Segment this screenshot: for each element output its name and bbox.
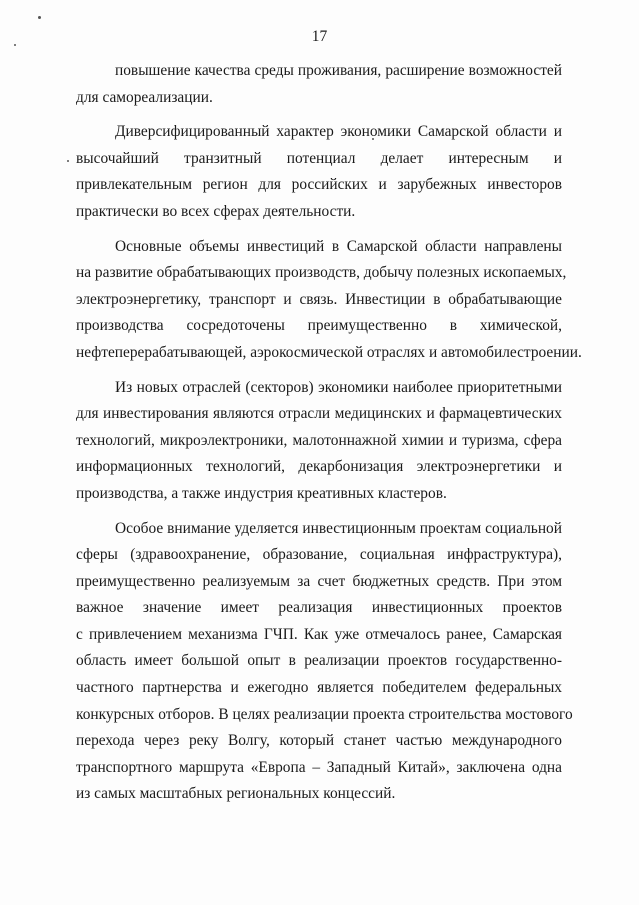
text-line: для самореализации. (76, 88, 213, 106)
text-line: Основные объемы инвестиций в Самарской области направлены (115, 237, 562, 255)
text-line: привлекательным регион для российских и зарубежных инвесторов (76, 176, 562, 194)
scan-speck (38, 16, 41, 19)
text-line: перехода через реку Волгу, который станет частью международного (76, 732, 562, 750)
text-line: транспортного маршрута «Европа – Западный Китай», заключена одна (76, 758, 562, 776)
paragraph (76, 119, 562, 225)
text-line: Особое внимание уделяется инвестиционным проектам социальной (115, 519, 562, 537)
text-line: практически во всех сферах деятельности. (76, 202, 356, 220)
document-body (76, 58, 582, 816)
text-line: сферы (здравоохранение, образование, социальная инфраструктура), (76, 546, 562, 564)
text-line: Диверсифицированный характер экономики Самарской области и (115, 123, 562, 141)
text-line: Из новых отраслей (секторов) экономики наиболее приоритетными (115, 378, 562, 396)
paragraph (76, 516, 573, 809)
scan-speck (67, 160, 69, 162)
paragraph (76, 234, 582, 367)
text-line: повышение качества среды проживания, расширение возможностей (115, 62, 562, 79)
scan-speck (14, 44, 16, 46)
text-line: частного партнерства и ежегодно является победителем федеральных (76, 679, 562, 697)
text-line: технологий, микроэлектроники, малотоннажной химии и туризма, сфера (76, 431, 562, 449)
text-line: для инвестирования являются отрасли медицинских и фармацевтических (76, 405, 562, 423)
text-line: преимущественно реализуемым за счет бюджетных средств. При этом (76, 572, 562, 590)
paragraph (76, 375, 562, 508)
text-line: нефтеперерабатывающей, аэрокосмической отраслях и автомобилестроении. (76, 343, 582, 361)
text-line: важное значение имеет реализация инвестиционных проектов (76, 599, 562, 617)
text-line: электроэнергетику, транспорт и связь. Инвестиции в обрабатывающие (76, 290, 562, 308)
paragraph (76, 58, 562, 111)
text-line: производства, а также индустрия креативных кластеров. (76, 484, 447, 502)
text-line: из самых масштабных региональных концессий. (76, 785, 396, 803)
text-line: информационных технологий, декарбонизация электроэнергетики и (76, 458, 562, 476)
page-number: 17 (311, 28, 328, 45)
text-line: на развитие обрабатывающих производств, добычу полезных ископаемых, (76, 264, 567, 282)
text-line: с привлечением механизма ГЧП. Как уже отмечалось ранее, Самарская (76, 625, 562, 643)
text-line: производства сосредоточены преимущественно в химической, (76, 317, 562, 335)
text-line: конкурсных отборов. В целях реализации проекта строительства мостового (76, 705, 573, 723)
text-line: область имеет большой опыт в реализации проектов государственно- (76, 652, 562, 670)
text-line: высочайший транзитный потенциал делает интересным и (76, 149, 562, 167)
